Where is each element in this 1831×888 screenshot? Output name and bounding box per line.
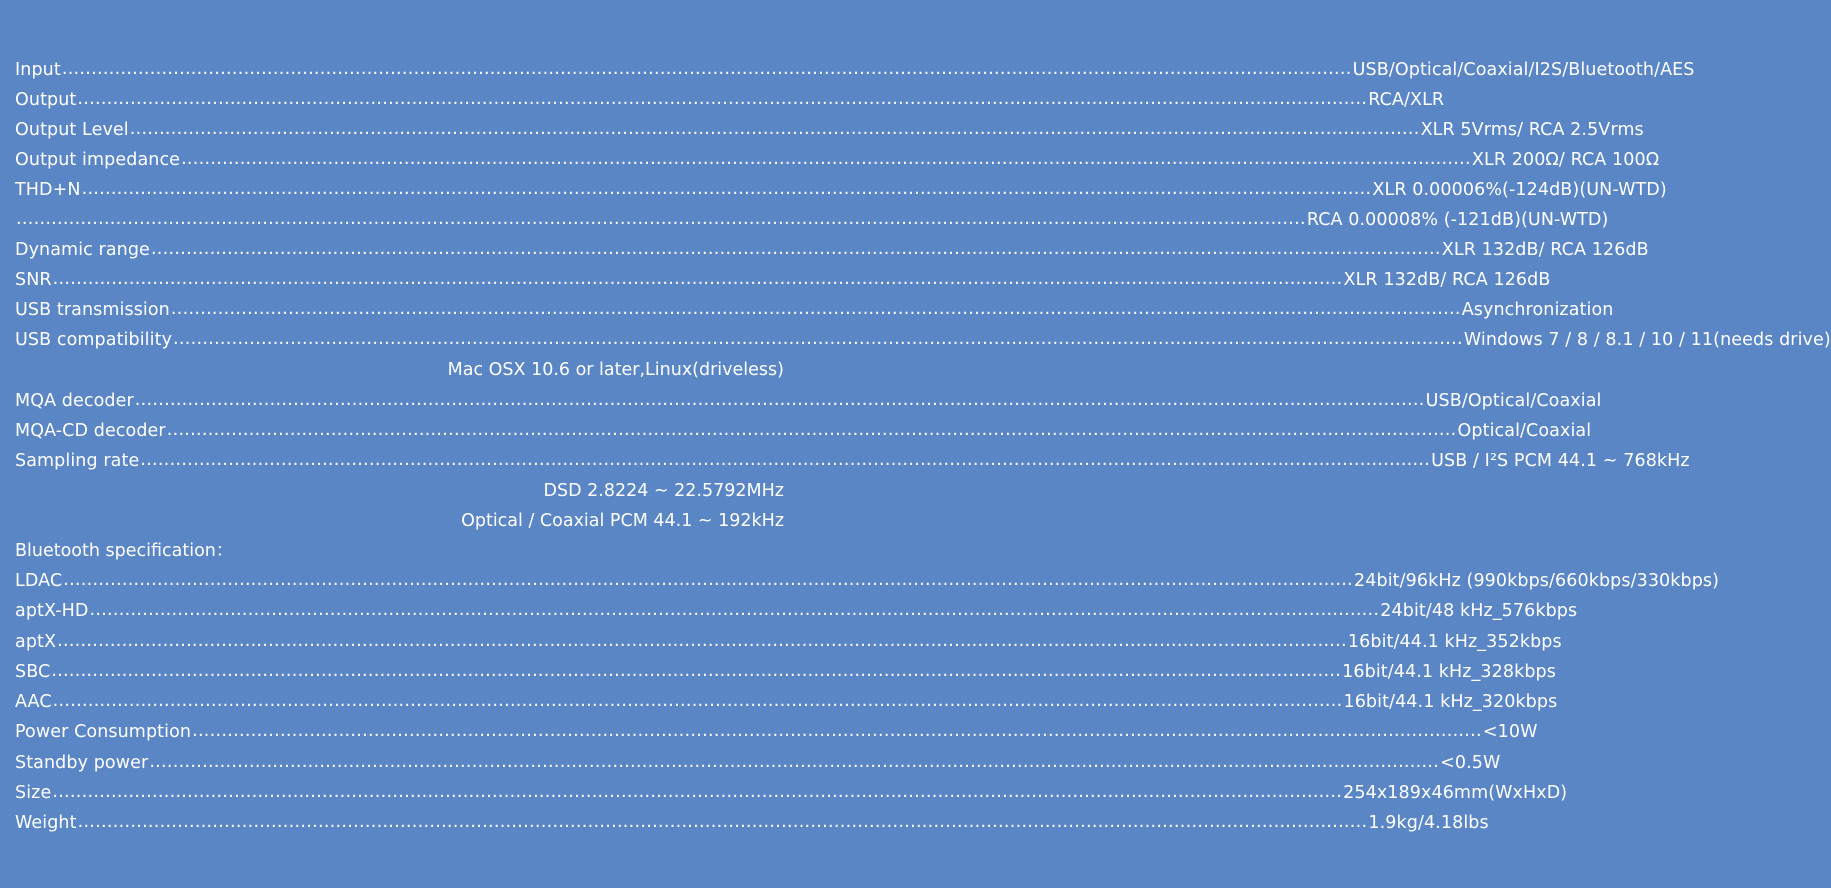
- bluetooth-heading: Bluetooth specification：: [15, 541, 234, 561]
- leader-dots: ............................................................................................................................................................................................................................: [140, 450, 1431, 470]
- spec-row-standby-power: [15, 748, 1501, 778]
- spec-value: RCA 0.00008% (-121dB)(UN-WTD): [1306, 210, 1609, 230]
- spec-value: XLR 132dB/ RCA 126dB: [1343, 270, 1551, 290]
- spec-label: Power Consumption: [15, 722, 192, 742]
- spec-label: LDAC: [15, 571, 63, 591]
- spec-value: <0.5W: [1440, 753, 1501, 773]
- spec-label: Output: [15, 90, 77, 110]
- spec-value: RCA/XLR: [1368, 90, 1445, 110]
- spec-row-snr: [15, 265, 1551, 295]
- spec-row-usb-transmission: [15, 295, 1614, 325]
- leader-dots: ............................................................................................................................................................................................................................: [192, 721, 1482, 741]
- leader-dots: ............................................................................................................................................................................................................................: [57, 631, 1347, 651]
- spec-label: SNR: [15, 270, 52, 290]
- spec-label: Output impedance: [15, 150, 181, 170]
- spec-value: USB/Optical/Coaxial/I2S/Bluetooth/AES: [1352, 60, 1695, 80]
- leader-dots: ............................................................................................................................................................................................................................: [52, 691, 1343, 711]
- leader-dots: ............................................................................................................................................................................................................................: [150, 239, 1441, 259]
- spec-value: Windows 7 / 8 / 8.1 / 10 / 11(needs drive): [1463, 330, 1831, 350]
- spec-row-sampling-rate: [15, 446, 1690, 476]
- leader-dots: ............................................................................................................................................................................................................................: [81, 179, 1372, 199]
- leader-dots: ............................................................................................................................................................................................................................: [149, 752, 1440, 772]
- spec-value: 254x189x46mm(WxHxD): [1343, 783, 1568, 803]
- leader-dots: ............................................................................................................................................................................................................................: [166, 420, 1457, 440]
- leader-dots: ............................................................................................................................................................................................................................: [89, 600, 1380, 620]
- leader-dots: ............................................................................................................................................................................................................................: [63, 570, 1354, 590]
- spec-row-output: [15, 85, 1445, 115]
- spec-row-weight: [15, 808, 1489, 838]
- leader-dots: ............................................................................................................................................................................................................................: [16, 209, 1306, 229]
- spec-value: <10W: [1482, 722, 1538, 742]
- leader-dots: ............................................................................................................................................................................................................................: [129, 119, 1420, 139]
- spec-label: USB transmission: [15, 300, 170, 320]
- spec-value: 24bit/96kHz (990kbps/660kbps/330kbps): [1354, 571, 1720, 591]
- spec-label: Dynamic range: [15, 240, 150, 260]
- spec-label: AAC: [15, 692, 52, 712]
- leader-dots: ............................................................................................................................................................................................................................: [181, 149, 1471, 169]
- leader-dots: ............................................................................................................................................................................................................................: [77, 812, 1368, 832]
- spec-value: 1.9kg/4.18lbs: [1368, 813, 1489, 833]
- spec-label: Standby power: [15, 753, 149, 773]
- spec-row-mqa-cd-decoder: [15, 416, 1592, 446]
- bt-row-sbc: [15, 657, 1556, 687]
- bt-row-aptx: [15, 627, 1562, 657]
- spec-row-output-impedance: [15, 145, 1660, 175]
- spec-value: USB / I²S PCM 44.1 ~ 768kHz: [1431, 451, 1690, 471]
- spec-value: 16bit/44.1 kHz_320kbps: [1343, 692, 1558, 712]
- spec-row-thd-n: [15, 175, 1667, 205]
- leader-dots: ............................................................................................................................................................................................................................: [52, 782, 1343, 802]
- spec-label: Output Level: [15, 120, 129, 140]
- leader-dots: ............................................................................................................................................................................................................................: [61, 59, 1352, 79]
- spec-value: XLR 200Ω/ RCA 100Ω: [1471, 150, 1660, 170]
- leader-dots: ............................................................................................................................................................................................................................: [173, 329, 1463, 349]
- spec-label: aptX-HD: [15, 601, 89, 621]
- spec-value: XLR 5Vrms/ RCA 2.5Vrms: [1420, 120, 1644, 140]
- spec-value: 16bit/44.1 kHz_328kbps: [1342, 662, 1556, 682]
- spec-label: THD+N: [15, 180, 81, 200]
- spec-continuation-dsd: DSD 2.8224 ~ 22.5792MHz: [543, 481, 784, 501]
- leader-dots: ............................................................................................................................................................................................................................: [134, 390, 1425, 410]
- bt-row-aac: [15, 687, 1558, 717]
- leader-dots: ............................................................................................................................................................................................................................: [77, 89, 1368, 109]
- bt-row-aptx-hd: [15, 596, 1578, 626]
- spec-label: Weight: [15, 813, 77, 833]
- spec-label: aptX: [15, 632, 57, 652]
- spec-continuation-mac: Mac OSX 10.6 or later,Linux(driveless): [447, 360, 784, 380]
- spec-value: USB/Optical/Coaxial: [1425, 391, 1602, 411]
- spec-row-dynamic-range: [15, 235, 1649, 265]
- spec-value: 24bit/48 kHz_576kbps: [1380, 601, 1578, 621]
- spec-value: XLR 0.00006%(-124dB)(UN-WTD): [1372, 180, 1667, 200]
- spec-row-output-level: [15, 115, 1644, 145]
- spec-value: Asynchronization: [1461, 300, 1614, 320]
- spec-row-power-consumption: [15, 717, 1538, 747]
- spec-row-input: [15, 55, 1695, 85]
- leader-dots: ............................................................................................................................................................................................................................: [51, 661, 1342, 681]
- spec-label: Sampling rate: [15, 451, 140, 471]
- bt-row-ldac: [15, 566, 1720, 596]
- spec-row-size: [15, 778, 1568, 808]
- spec-label: Input: [15, 60, 61, 80]
- spec-label: USB compatibility: [15, 330, 173, 350]
- spec-value: Optical/Coaxial: [1457, 421, 1592, 441]
- spec-value: 16bit/44.1 kHz_352kbps: [1347, 632, 1562, 652]
- spec-value: XLR 132dB/ RCA 126dB: [1441, 240, 1649, 260]
- spec-label: Size: [15, 783, 52, 803]
- spec-row-usb-compatibility: [15, 325, 1831, 355]
- spec-continuation-optical: Optical / Coaxial PCM 44.1 ~ 192kHz: [461, 511, 784, 531]
- spec-row-mqa-decoder: [15, 386, 1602, 416]
- spec-label: MQA-CD decoder: [15, 421, 166, 441]
- spec-label: SBC: [15, 662, 51, 682]
- leader-dots: ............................................................................................................................................................................................................................: [52, 269, 1343, 289]
- leader-dots: ............................................................................................................................................................................................................................: [170, 299, 1461, 319]
- spec-label: MQA decoder: [15, 391, 134, 411]
- spec-row-thd-n-rca: [15, 205, 1609, 235]
